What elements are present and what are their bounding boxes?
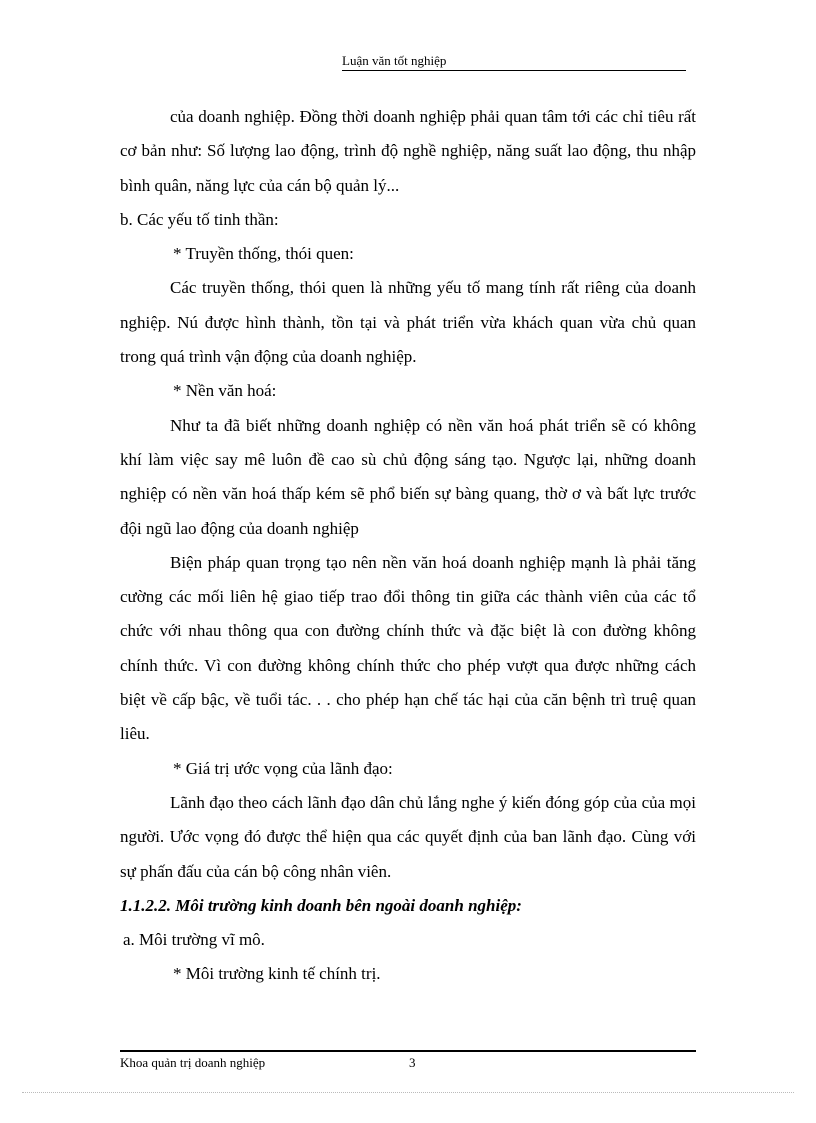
footer-department: Khoa quản trị doanh nghiệp	[120, 1055, 266, 1070]
running-header	[342, 52, 686, 71]
paragraph-culture-1: Như ta đã biết những doanh nghiệp có nền văn hoá phát triển sẽ có không khí làm việc say mê luôn đề cao sù chủ động sáng tạo. Ngược lại, những doanh nghiệp có nền văn hoá thấp kém sẽ phổ biến sự bàng quang, thờ ơ và bất lực trước đội ngũ lao động của doanh nghiệp	[120, 415, 696, 538]
paragraph-culture-2: Biện pháp quan trọng tạo nên nền văn hoá doanh nghiệp mạnh là phải tăng cường các mối liên hệ giao tiếp trao đổi thông tin giữa các thành viên của các tổ chức với nhau thông qua con đường chính thức và đặc biệt là con đường không chính thức. Vì con đường không chính thức cho phép vượt qua được những cách biệt về cấp bậc, về tuổi tác. . . cho phép hạn chế tác hại của căn bệnh trì truệ quan liêu.	[120, 552, 696, 744]
paragraph-traditions: Các truyền thống, thói quen là những yếu tố mang tính rất riêng của doanh nghiệp. Nú được hình thành, tồn tại và phát triển vừa khách quan vừa chủ quan trong quá trình vận động của doanh nghiệp.	[120, 278, 696, 367]
item-title-traditions: * Truyền thống, thói quen:	[173, 244, 354, 264]
footer-rule	[120, 1050, 696, 1052]
page-footer	[120, 1054, 696, 1074]
item-title-leadership: * Giá trị ước vọng của lãnh đạo:	[173, 758, 393, 778]
paragraph-leadership: Lãnh đạo theo cách lãnh đạo dân chủ lắng nghe ý kiến đóng góp của của mọi người. Ước vọng đó được thể hiện qua các quyết định của ban lãnh đạo. Cùng với sự phấn đấu của cán bộ công nhân viên.	[120, 792, 696, 881]
section-heading: 1.1.2.2. Môi trường kinh doanh bên ngoài doanh nghiệp:	[120, 895, 522, 915]
page-number: 3	[409, 1055, 416, 1070]
paragraph-intro: của doanh nghiệp. Đồng thời doanh nghiệp phải quan tâm tới các chỉ tiêu rất cơ bản như: Số lượng lao động, trình độ nghề nghiệp, năng suất lao động, thu nhập bình quân, năng lực của cán bộ quản lý...	[120, 107, 696, 195]
item-title-culture: * Nền văn hoá:	[173, 381, 277, 401]
item-title-economy: * Môi trường kinh tế chính trị.	[173, 964, 381, 984]
page-body	[120, 100, 696, 992]
subsection-b: b. Các yếu tố tinh thần:	[120, 209, 279, 229]
subsection-a: a. Môi trường vĩ mô.	[123, 930, 265, 950]
header-title: Luận văn tốt nghiệp	[342, 53, 447, 68]
page-edge-divider	[22, 1092, 794, 1093]
